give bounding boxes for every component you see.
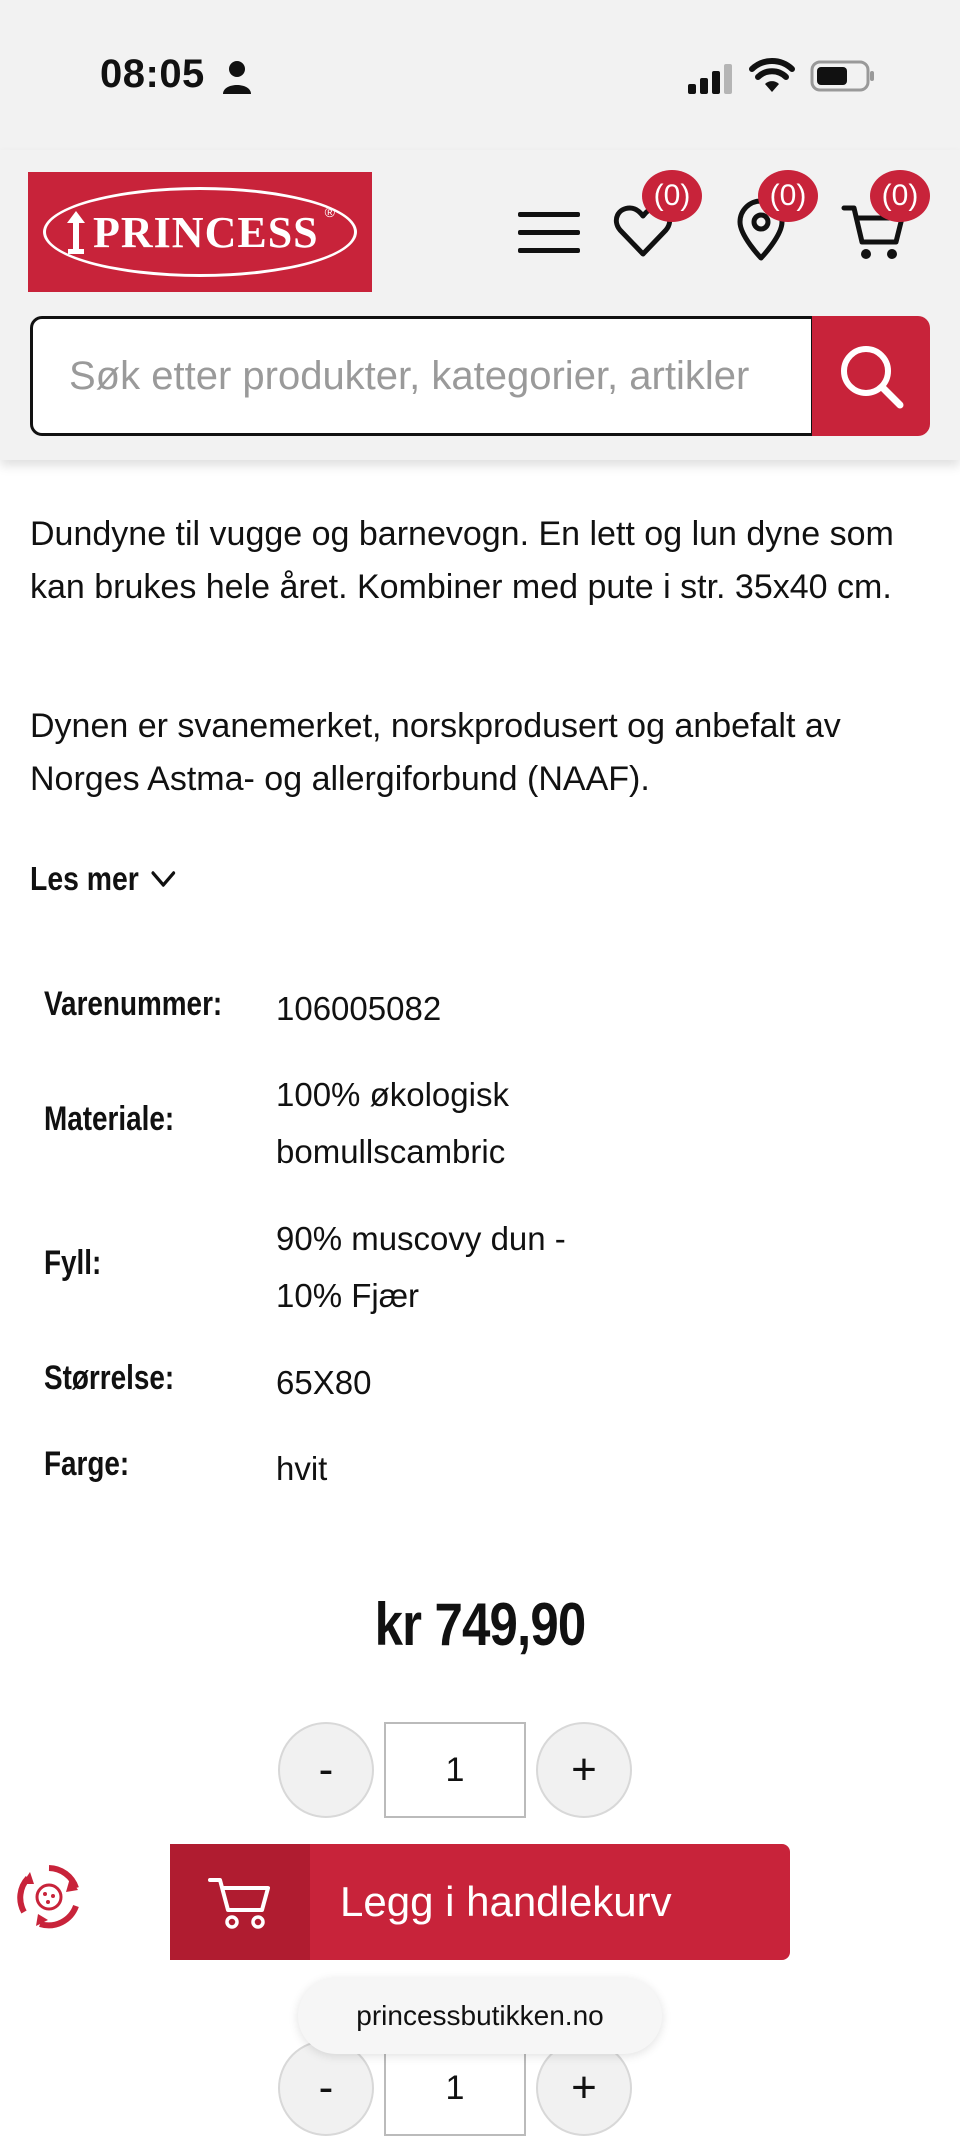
quantity-input[interactable]: 1 [384,2040,526,2136]
spec-label: Størrelse: [44,1359,175,1397]
add-to-cart-label: Legg i handlekurv [340,1878,672,1925]
spec-label: Fyll: [44,1244,102,1282]
search-icon [836,341,906,411]
logo-text: PRINCESS [93,207,319,257]
quantity-increase-button[interactable]: + [536,2040,632,2136]
spec-value: 65X80 [276,1364,372,1401]
quantity-decrease-button[interactable]: - [278,2040,374,2136]
battery-icon [810,58,876,94]
add-to-cart-button[interactable] [170,1844,790,1960]
spec-value: 106005082 [276,990,442,1027]
princess-logo[interactable] [28,172,372,292]
add-to-cart-icon-box [170,1844,310,1960]
stores-count-badge: (0) [758,170,818,222]
spec-label: Farge: [44,1445,130,1483]
person-icon [222,60,252,94]
logo-registered: ® [324,204,335,220]
logo-oval [43,187,357,277]
spec-label: Varenummer: [44,985,223,1023]
product-description: Dundyne til vugge og barnevogn. En lett og lun dyne som kan brukes hele året. Kombiner med pute i str. 35x40 cm. [30,515,894,606]
shopping-cart-icon [208,1874,272,1930]
search-box [30,316,814,436]
product-price: kr 749,90 [374,1591,586,1658]
signal-icon [688,64,734,94]
wifi-icon [750,58,794,94]
cart-count-badge: (0) [870,170,930,222]
search-input[interactable] [33,319,811,433]
hamburger-menu-icon[interactable] [518,210,580,256]
crown-icon [65,209,87,255]
spec-label: Materiale: [44,1100,175,1138]
product-description-certification: Dynen er svanemerket, norskprodusert og anbefalt av Norges Astma- og allergiforbund (NAAF). [30,707,841,798]
browser-url-bar[interactable]: princessbutikken.no [298,1978,662,2054]
recycle-icon[interactable] [14,1862,84,1932]
spec-value: 100% økologisk bomullscambric [276,1076,509,1170]
status-time: 08:05 [100,52,205,96]
favorites-count-badge: (0) [642,170,702,222]
quantity-input[interactable]: 1 [384,1722,526,1818]
quantity-decrease-button[interactable]: - [278,1722,374,1818]
spec-value: hvit [276,1450,328,1487]
quantity-increase-button[interactable]: + [536,1722,632,1818]
search-button[interactable] [812,316,930,436]
read-more-toggle[interactable] [30,860,175,898]
spec-value: 90% muscovy dun - 10% Fjær [276,1220,566,1314]
chevron-down-icon [151,869,175,889]
read-more-label: Les mer [30,860,139,897]
site-header [0,150,960,460]
status-bar [0,0,960,150]
